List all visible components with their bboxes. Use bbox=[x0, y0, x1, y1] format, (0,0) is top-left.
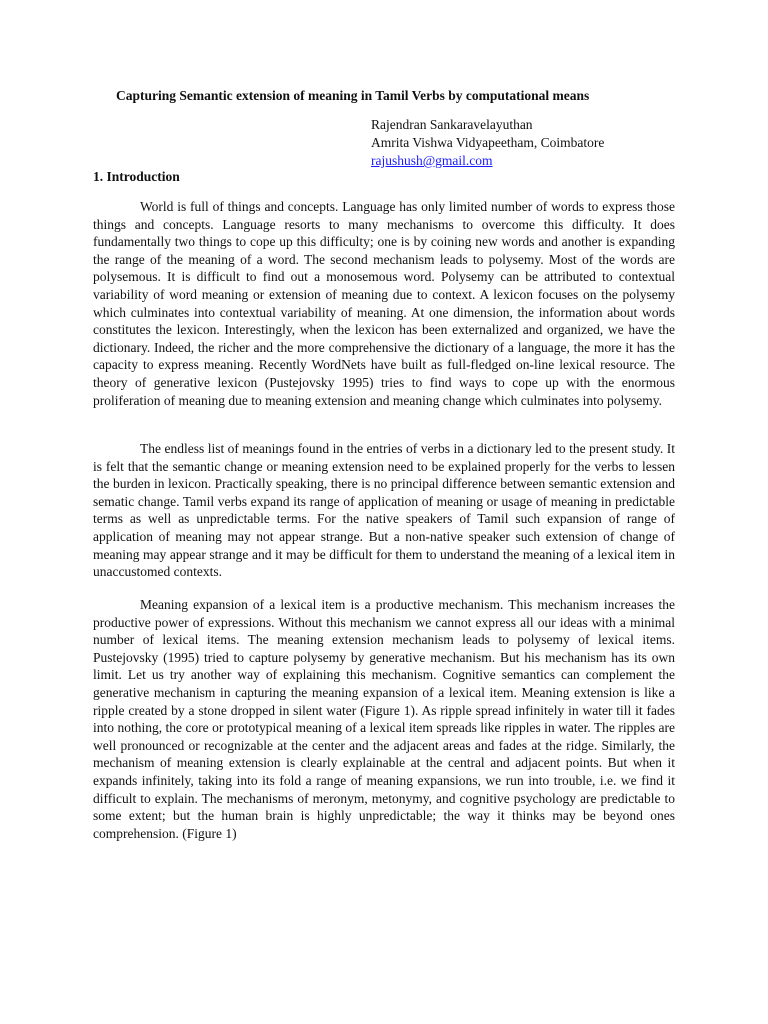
author-affiliation: Amrita Vishwa Vidyapeetham, Coimbatore bbox=[371, 135, 605, 150]
body-paragraph-2 bbox=[93, 440, 675, 581]
body-paragraph-1 bbox=[93, 198, 675, 409]
paragraph-text: Meaning expansion of a lexical item is a productive mechanism. This mechanism increases the productive power of expressions. Without this mechanism we cannot express all our ideas with a minimal number of lexical items. The meaning extension mechanism leads to polysemy of lexical items. Pustejovsky (1995) tried to capture polysemy by generative mechanism. But his mechanism has its own limit. Let us try another way of explaining this mechanism. Cognitive semantics can complement the generative mechanism in capturing the meaning expansion of a lexical item. Meaning extension is like a ripple created by a stone dropped in silent water (Figure 1). As ripple spread infinitely in water till it fades into nothing, the core or prototypical meaning of a lexical item spreads like ripples in water. The ripples are well pronounced or recognizable at the center and the adjacent areas and fades at the ridge. Similarly, the mechanism of meaning extension is clearly explainable at the central and adjacent points. But when it expands infinitely, taking into its fold a range of meaning expansions, we run into trouble, i.e. we find it difficult to explain. The mechanisms of meronym, metonymy, and cognitive psychology are predictable to some extent; but the human brain is highly unpredictable; the way it thinks may be beyond ones comprehension. (Figure 1) bbox=[93, 597, 675, 841]
author-block bbox=[371, 116, 604, 170]
section-heading: 1. Introduction bbox=[93, 169, 180, 184]
paragraph-text: The endless list of meanings found in the entries of verbs in a dictionary led to the present study. It is felt that the semantic change or meaning extension need to be explained properly for the verbs to lessen the burden in lexicon. Practically speaking, there is no principal difference between semantic extension and sematic change. Tamil verbs expand its range of application of meaning or usage of meaning in predictable terms as well as unpredictable terms. For the native speakers of Tamil such expansion of range of application of meaning may not appear strange. But a non-native speaker such extension of change of meaning may appear strange and it may be difficult for them to understand the meaning of a lexical item in unaccustomed contexts. bbox=[93, 441, 675, 580]
author-name: Rajendran Sankaravelayuthan bbox=[371, 117, 533, 132]
author-email-link[interactable]: rajushush@gmail.com bbox=[371, 153, 493, 168]
paragraph-text: World is full of things and concepts. Language has only limited number of words to express those things and concepts. Language resorts to many mechanisms to overcome this difficulty. It does fundamentally two things to cope up this difficulty; one is by coining new words and another is expanding the range of the meaning of a word. The second mechanism leads to polysemy. Most of the words are polysemous. It is difficult to find out a monosemous word. Polysemy can be attributed to contextual variability of word meaning or extension of meaning due to context. A lexicon focuses on the polysemy which culminates into contextual variability of meaning. At one dimension, the information about words constitutes the lexicon. Interestingly, when the lexicon has been externalized and organized, we have the dictionary. Indeed, the richer and the more comprehensive the dictionary of a language, the more it has the capacity to express meaning. Recently WordNets have built as full-fledged on-line lexical resource. The theory of generative lexicon (Pustejovsky 1995) tries to find ways to cope up with the enormous proliferation of meaning due to meaning extension and meaning change which culminates into polysemy. bbox=[93, 199, 675, 408]
paper-title: Capturing Semantic extension of meaning in Tamil Verbs by computational means bbox=[116, 88, 590, 103]
body-paragraph-3 bbox=[93, 596, 675, 842]
